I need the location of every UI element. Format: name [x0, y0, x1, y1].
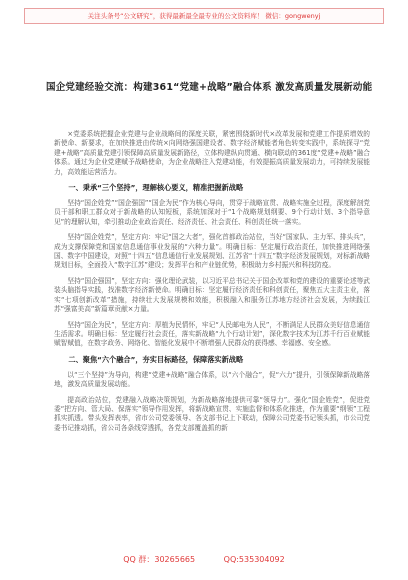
promo-banner: 关注头条号“公文研究”，获得最新最全最专业的公文资料库！ 微信：gongwenyj	[24, 8, 384, 24]
body-paragraph: ×党委系统把握企业党建与企业战略间的深度关联，紧密围绕新时代×改革发展和党建工作提质增效的新使命、新要求，在加快推进由传统×向网络强国建设者、数字经济赋能者角色转变实践中，系统探寻“党建+战略”高质量党建引领保障高质量发展新路径，立体构建纵向贯通、横向联动的361度“党建+战略”融合体系。通过为企业党建赋予战略使命，为企业战略注入党建动能，有效提振高质量发展动力，可持续发展能力，高效能运营活力。	[54, 130, 370, 176]
body-paragraph: 坚持“国企强国”，坚定方向：强化理论武装，以习近平总书记关于国企改革和党的建设的重要论述等武装头脑指导实践，找准数字经济新使命。明确目标：坚定履行经济责任和科创责任，聚焦五大主责主业，落实“七项创新改革”措施，持续壮大发展规模和效能，积极融入和服务江苏地方经济社会发展，为续践江苏“强富美高”新篇章贡献×力量。	[54, 276, 370, 314]
section-heading: 二、聚焦“六个融合”，夯实目标路径，保障落实新战略	[68, 354, 244, 364]
qq-number: QQ:535304092	[223, 555, 285, 564]
qq-group-number: QQ 群：30265665	[123, 555, 196, 564]
body-paragraph: 坚持“国企姓党”，坚定方向：牢记“国之大者”，强化首都政治站位，当好“国家队、主力军、排头兵”，成为支撑保障党和国家信息通信事业发展的“六种力量”。明确目标：坚定履行政治责任，加快推进网络强国、数字中国建设，对照“十四五”信息通信行业发展规划、江苏省“十四五”数字经济发展规划，对标新战略规划目标，全面投入“数字江苏”建设；发挥平台和产业链优势，积极助力乡村振兴和科技防疫。	[54, 233, 370, 270]
body-paragraph: 坚持“国企为民”，坚定方向：厚植为民情怀，牢记“人民邮电为人民”，不断满足人民群众美好信息通信生活需求。明确目标：坚定履行社会责任，落实新战略“九个行动计划”，深化数字技术为江苏千行百业赋能赋智赋值，在数字政务、网络化、智能化发展中不断增强人民群众的获得感、幸福感、安全感。	[54, 320, 370, 348]
contact-footer	[0, 553, 408, 567]
document-title: 国企党建经验交流：构建361“党建+战略”融合体系 激发高质量发展新动能	[46, 82, 373, 93]
section-heading: 一、秉承“三个坚持”，理解核心要义，精准把握新战略	[68, 183, 244, 193]
document-body	[54, 130, 370, 439]
body-paragraph: 坚持“国企姓党”“国企强国”“国企为民”作为核心导向，贯穿于战略宣贯、战略实施全过程，深度解剖党员干部和职工群众对于新战略的认知短板，系统加深对于“1个战略规划纲要、9个行动计划、3个指导意见”的理解认知，牵引推动企业政治责任、经济责任、社会责任、科创责任统一落实。	[54, 199, 370, 226]
body-paragraph: 提高政治站位，党建融入战略决策规划，为新战略落地提供可靠“领导力”。强化“国企姓党”，促进党委“把方向、管大局、保落实”领导作用发挥，将新战略宣贯、实施监督和体系化推进，作为重要“纲领”工程抓实抓透。带头发挥表率，省市公司党委领导、各支部书记上下联动，保障公司党委书记领头抓，市公司党委书记推动抓，省公司各条线穿透抓，各党支部覆盖抓的新	[54, 395, 370, 432]
body-paragraph: 以“三个坚持”为导向，构建“党建+战略”融合体系，以“六个融合”，促“六力”提升，引领保障新战略落地，激发高质量发展动能。	[54, 370, 370, 389]
